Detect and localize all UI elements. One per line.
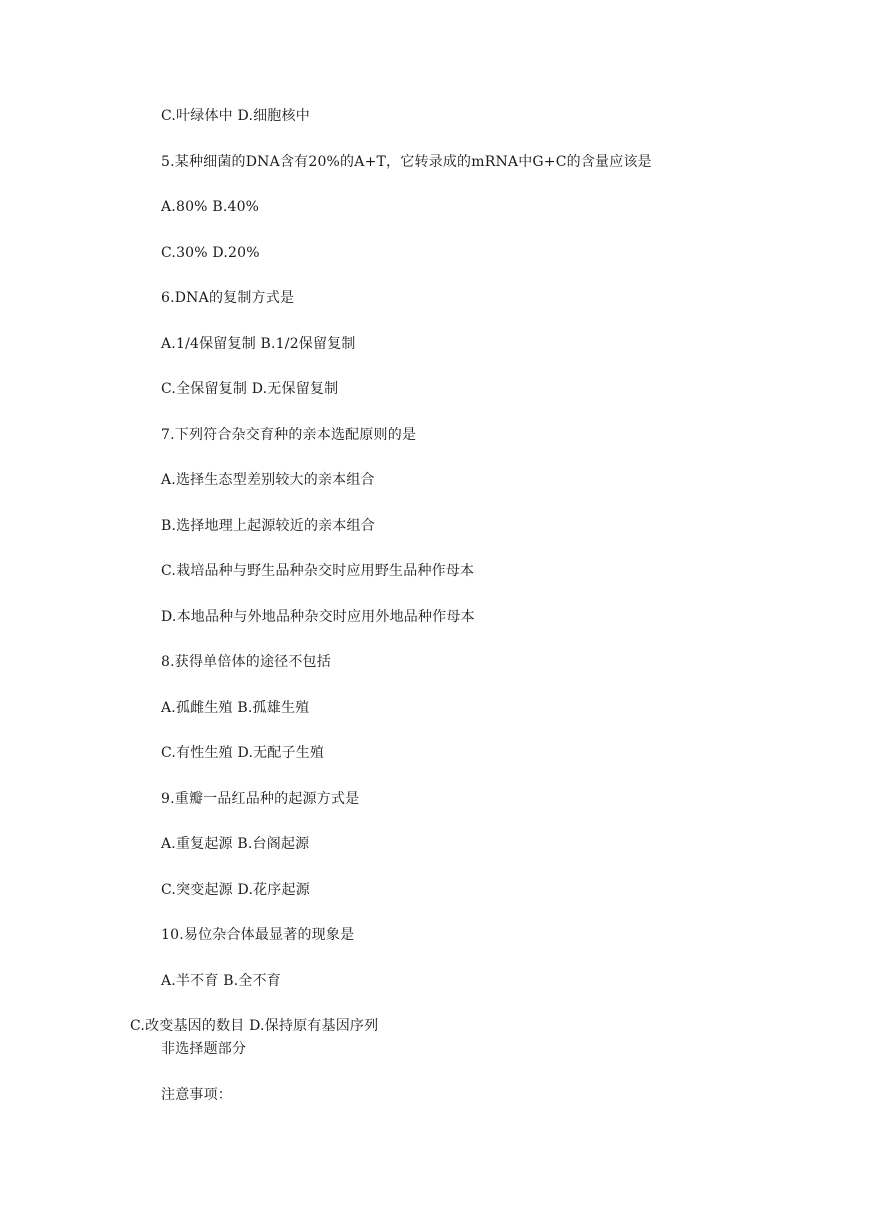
text-line: C.叶绿体中 D.细胞核中 bbox=[161, 108, 310, 124]
question-10: 10.易位杂合体最显著的现象是 bbox=[161, 927, 355, 943]
question-5-options-cd: C.30% D.20% bbox=[161, 245, 260, 261]
question-6: 6.DNA的复制方式是 bbox=[161, 290, 295, 306]
question-9-options-ab: A.重复起源 B.台阁起源 bbox=[161, 836, 310, 852]
question-8-options-ab: A.孤雌生殖 B.孤雄生殖 bbox=[161, 700, 310, 716]
question-10-options-cd: C.改变基因的数目 D.保持原有基因序列 bbox=[130, 1018, 379, 1034]
section-heading: 非选择题部分 bbox=[161, 1041, 247, 1057]
question-5: 5.某种细菌的DNA含有20%的A+T，它转录成的mRNA中G+C的含量应该是 bbox=[161, 154, 652, 170]
question-9-options-cd: C.突变起源 D.花序起源 bbox=[161, 882, 310, 898]
question-8: 8.获得单倍体的途径不包括 bbox=[161, 654, 331, 670]
question-6-options-cd: C.全保留复制 D.无保留复制 bbox=[161, 381, 339, 397]
question-8-options-cd: C.有性生殖 D.无配子生殖 bbox=[161, 745, 325, 761]
notice-heading: 注意事项： bbox=[161, 1087, 232, 1103]
question-7-option-b: B.选择地理上起源较近的亲本组合 bbox=[161, 518, 375, 534]
question-6-options-ab: A.1/4保留复制 B.1/2保留复制 bbox=[161, 336, 356, 352]
question-7: 7.下列符合杂交育种的亲本选配原则的是 bbox=[161, 427, 417, 443]
question-10-options-ab: A.半不育 B.全不育 bbox=[161, 973, 281, 989]
question-7-option-d: D.本地品种与外地品种杂交时应用外地品种作母本 bbox=[161, 609, 475, 625]
question-5-options-ab: A.80% B.40% bbox=[161, 199, 260, 215]
question-9: 9.重瓣一品红品种的起源方式是 bbox=[161, 791, 360, 807]
question-7-option-c: C.栽培品种与野生品种杂交时应用野生品种作母本 bbox=[161, 563, 475, 579]
question-7-option-a: A.选择生态型差别较大的亲本组合 bbox=[161, 472, 375, 488]
